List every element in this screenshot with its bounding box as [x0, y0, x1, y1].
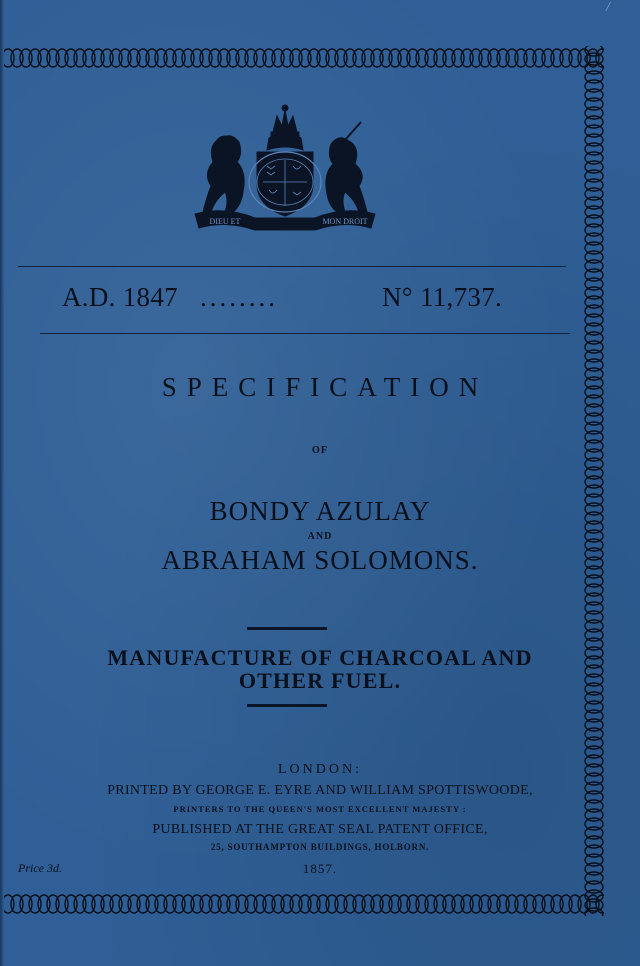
- of-label: OF: [312, 445, 328, 456]
- divider-bar-top: [247, 627, 327, 630]
- rule-top: [18, 266, 566, 267]
- inventor-2: ABRAHAM SOLOMONS.: [161, 545, 479, 575]
- imprint-address: 25, SOUTHAMPTON BUILDINGS, HOLBORN.: [210, 842, 430, 852]
- patent-number: N° 11,737.: [382, 282, 503, 312]
- imprint-publisher: PUBLISHED AT THE GREAT SEAL PATENT OFFICE,: [152, 822, 488, 837]
- ornamental-border-top: [4, 46, 604, 70]
- ornamental-border-bottom: [4, 892, 604, 916]
- leader-dots: ........: [200, 282, 278, 312]
- price-label: Price 3d.: [18, 861, 62, 875]
- imprint-printers-to: PRINTERS TO THE QUEEN'S MOST EXCELLENT MAJESTY :: [173, 804, 467, 814]
- document-heading: SPECIFICATION: [161, 372, 489, 402]
- year-label: A.D. 1847: [62, 282, 178, 312]
- inventor-1: BONDY AZULAY: [209, 496, 431, 526]
- imprint-city: LONDON:: [278, 762, 362, 777]
- divider-bar-bottom: [247, 704, 327, 707]
- border-loop: [585, 908, 603, 916]
- patent-number-line: [0, 282, 640, 316]
- imprint-year: 1857.: [302, 861, 338, 876]
- invention-title-line-1: MANUFACTURE OF CHARCOAL AND: [107, 645, 533, 670]
- and-label: AND: [307, 531, 333, 542]
- imprint-printer: PRINTED BY GEORGE E. EYRE AND WILLIAM SPOTTISWOODE,: [107, 783, 533, 798]
- motto-left-text: DIEU ET: [209, 217, 241, 226]
- rule-bottom: [40, 333, 570, 334]
- royal-coat-of-arms: [185, 102, 385, 234]
- invention-title-line-2: OTHER FUEL.: [238, 668, 402, 693]
- corner-pencil-mark: /: [606, 0, 610, 15]
- motto-right-text: MON DROIT: [322, 217, 368, 226]
